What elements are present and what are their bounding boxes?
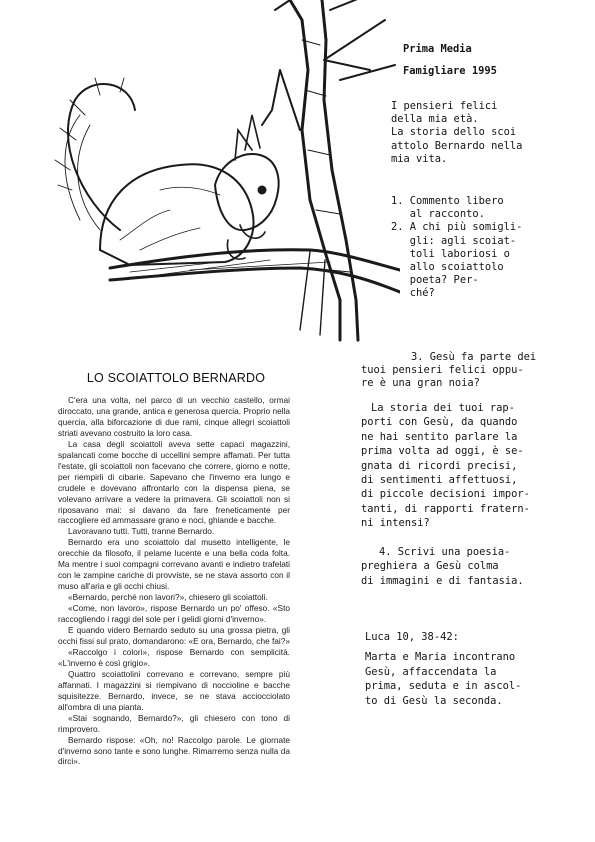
luca-ref: Luca 10, 38-42: xyxy=(365,631,459,643)
q3-body-line: di sentimenti affettuosi, xyxy=(361,474,518,487)
luca-block xyxy=(365,630,521,708)
question-4-line: preghiera a Gesù colma xyxy=(361,560,499,573)
q3-body-line: tanti, di rapporti fratern- xyxy=(361,502,530,515)
intro-line: attolo Bernardo nella xyxy=(391,139,523,152)
question-line: gli: agli scoiat- xyxy=(391,234,517,247)
q3-body-line: porti con Gesù, da quando xyxy=(361,416,518,429)
q3-body-line: gnata di ricordi precisi, xyxy=(361,459,518,472)
squirrel-illustration xyxy=(40,0,400,345)
story-paragraph: «Raccolgo i colori», rispose Bernardo con semplicità. «L'inverno è così grigio». xyxy=(58,646,290,668)
school-line: Famigliare 1995 xyxy=(403,65,497,78)
intro-line: La storia dello scoi xyxy=(391,126,517,139)
question-3-line: re è una gran noia? xyxy=(361,377,480,390)
question-4 xyxy=(361,545,524,588)
q3-body-line: di piccole decisioni impor- xyxy=(361,488,530,501)
story-paragraph: «Come, non lavoro», rispose Bernardo un po' offeso. «Sto raccogliendo i raggi del sole per i gelidi giorni d'inverno». xyxy=(58,603,290,625)
question-line: 1. Commento libero xyxy=(391,195,504,207)
story-paragraph: E quando videro Bernardo seduto su una grossa pietra, gli occhi fissi sul prato, domandarono: «E ora, Bernardo, che fai?» xyxy=(58,625,290,646)
luca-line: to di Gesù la seconda. xyxy=(365,694,503,707)
story-paragraph: Bernardo era uno scoiattolo dal musetto intelligente, le orecchie da filosofo, il pelame lucente e una bella coda folta. Ma mentre i suoi compagni correvano avanti e indietro trafelati con le zampine cariche di provviste, se ne stava assorto con il muso all'aria e gli occhi chiusi. xyxy=(58,537,290,592)
luca-line: Marta e Maria incontrano xyxy=(365,651,516,664)
question-3-line: tuoi pensieri felici oppu- xyxy=(361,364,524,377)
intro-line: I pensieri felici xyxy=(391,100,498,112)
intro-block xyxy=(391,100,522,166)
class-line: Prima Media xyxy=(403,43,472,55)
header xyxy=(403,43,497,78)
story-paragraph: Lavoravano tutti. Tutti, tranne Bernardo. xyxy=(68,526,215,537)
story-paragraph: C'era una volta, nel parco di un vecchio castello, ormai diroccato, una grande, antica e generosa quercia. Proprio nella quercia, alla biforcazione di due rami, cinque allegri scoiattoli striati avevano costruito la loro casa. xyxy=(58,395,290,438)
question-3-body xyxy=(361,401,530,531)
question-3 xyxy=(361,351,536,391)
intro-line: mia vita. xyxy=(391,152,448,165)
story-paragraph: «Stai sognando, Bernardo?», gli chiesero con tono di rimprovero. xyxy=(58,712,290,734)
questions-top xyxy=(391,195,522,301)
story-text xyxy=(58,395,290,767)
question-line: 2. A chi più somigli- xyxy=(391,221,523,234)
question-line: ché? xyxy=(391,287,435,300)
q3-body-line: ni intensi? xyxy=(361,517,430,530)
question-line: poeta? Per- xyxy=(391,274,479,287)
intro-line: della mia età. xyxy=(391,113,479,126)
question-line: allo scoiattolo xyxy=(391,261,504,274)
luca-line: Gesù, affaccendata la xyxy=(365,665,497,678)
q3-body-line: prima volta ad oggi, è se- xyxy=(361,445,524,458)
story-paragraph: La casa degli scoiattoli aveva sette capaci magazzini, spalancati come bocche di uccellini sempre affamati. Per tutta l'estate, gli scoiattoli non facevano che correre, giorno e notte, per riempirli di cibarie. Sapevano che l'inverno era lungo e crudele e dovevano affrontarlo con la dispensa piena, se volevano arrivare a vedere la primavera. Gli scoiattoli non si riposavano mai: si davano da fare freneticamente per raccogliere ed ammassare grano e noci, ghiande e bacche. xyxy=(58,438,290,526)
question-4-line: 4. Scrivi una poesia- xyxy=(379,546,511,558)
question-line: al racconto. xyxy=(391,208,485,221)
story-paragraph: Bernardo rispose: «Oh, no! Raccolgo parole. Le giornate d'inverno sono tante e sono lunghe. Rimarremo senza nulla da dirci». xyxy=(58,734,290,767)
q3-body-line: ne hai sentito parlare la xyxy=(361,430,518,443)
q3-body-line: La storia dei tuoi rap- xyxy=(371,402,515,414)
story-paragraph: Quattro scoiattolini correvano e correvano, sempre più affannati. I magazzini si riempivano di noccioline e bacche squisitezze. Bernardo, invece, se ne stava acciocciolato all'ombra di una pianta. xyxy=(58,668,290,712)
question-line: toli laboriosi o xyxy=(391,247,510,260)
luca-line: prima, seduta e in ascol- xyxy=(365,680,522,693)
question-4-line: di immagini e di fantasia. xyxy=(361,574,524,587)
story-paragraph: «Bernardo, perché non lavori?», chiesero gli scoiattoli. xyxy=(68,592,268,603)
question-3-line: 3. Gesù fa parte dei xyxy=(411,351,537,363)
story-title: LO SCOIATTOLO BERNARDO xyxy=(86,371,266,385)
